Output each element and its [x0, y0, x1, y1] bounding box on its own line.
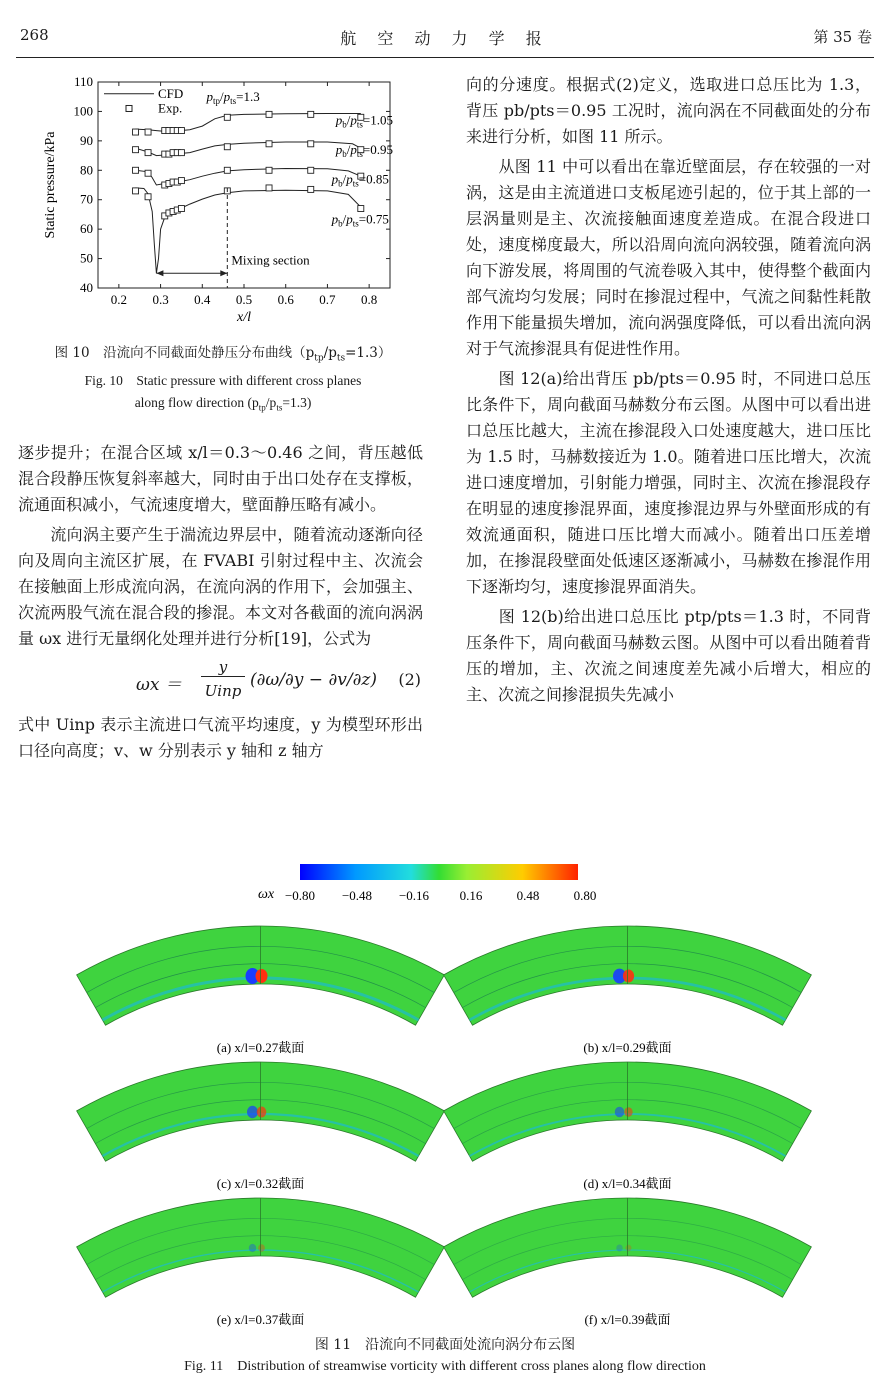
fig10-caption-en-line2: along flow direction $(p_{tp}/p_{ts}=1.3)$: [134, 394, 312, 413]
exp-point: [266, 141, 272, 147]
exp-point: [145, 170, 151, 176]
equation-number: (2): [398, 670, 421, 689]
y-tick-label: 80: [80, 162, 93, 178]
fig11-caption-en: Fig. 11 Distribution of streamwise vorticity with different cross planes along flow direction: [184, 1359, 706, 1374]
colorbar-ticks: [285, 888, 596, 903]
arrow-head-left: [156, 270, 163, 276]
contour-panels: [77, 926, 812, 1327]
contour-panel-d: [444, 1062, 812, 1191]
right-paragraph-2: 从图 11 中可以看出在靠近壁面层，存在较强的一对涡，这是由主流道进口支板尾迹引起的，位于其上部的一层涡量则是主、次流接触面速度差造成。在混合段进口处，速度梯度最大，所以沿周向流向涡较强，随着流向涡向下游发展，将周围的气流卷吸入其中，使得整个截面内部气流均匀发展；同时在掺混过程中，气流之间黏性耗散作用下能量损失增加，流向涡强度降低，可以看出流向涡对于气流掺混具有促进性作用。: [466, 157, 871, 358]
y-tick-label: 70: [80, 191, 93, 207]
colorbar-tick-label: −0.80: [284, 888, 316, 903]
negative-vortex: [249, 1244, 257, 1252]
x-tick-label: 0.2: [110, 292, 127, 307]
contour-panel-e: [77, 1198, 445, 1327]
exp-point: [133, 129, 139, 135]
left-paragraph-3: 式中 Uinp 表示主流进口气流平均速度，y 为模型环形出口径向高度；v、w 分别表示 y 轴和 z 轴方: [18, 715, 423, 760]
panel-label: (f) x/l=0.39截面: [584, 1312, 671, 1327]
x-tick-label: 0.3: [152, 292, 169, 307]
legend-cfd-label: CFD: [158, 85, 184, 101]
panel-label: (d) x/l=0.34截面: [583, 1176, 672, 1191]
fig10-caption-cn: 图 10 沿流向不同截面处静压分布曲线$(p_{tp}/p_{ts}=1.3)$: [54, 345, 392, 364]
x-tick-label: 0.5: [235, 292, 253, 307]
colorbar-tick-label: 0.48: [516, 888, 540, 903]
panel-label: (e) x/l=0.37截面: [216, 1312, 305, 1327]
exp-point: [308, 167, 314, 173]
left-column: [18, 440, 423, 764]
positive-vortex: [626, 1245, 632, 1252]
x-tick-label: 0.4: [194, 292, 211, 307]
positive-vortex: [624, 1107, 632, 1117]
legend: [104, 86, 183, 116]
fig11-vorticity-contours: [60, 860, 830, 1335]
panel-label: (c) x/l=0.32截面: [216, 1176, 305, 1191]
exp-point: [145, 129, 151, 135]
volume-label: 第 35 卷: [813, 28, 872, 46]
exp-point: [224, 114, 230, 120]
positive-vortex: [256, 969, 268, 983]
exp-point: [266, 167, 272, 173]
contour-panel-f: [444, 1198, 812, 1327]
y-tick-label: 50: [80, 250, 93, 266]
equation-denominator: Uinp: [204, 682, 242, 700]
exp-point: [145, 150, 151, 156]
y-tick-label: 100: [73, 103, 93, 119]
colorbar: [300, 864, 578, 880]
journal-title: 航 空 动 力 学 报: [340, 29, 550, 48]
exp-point: [308, 111, 314, 117]
equation-2: [18, 656, 423, 710]
equation-rhs: (∂ω/∂y − ∂v/∂z): [250, 670, 377, 690]
series-label-1: $p_b/p_{ts}=1.05$: [335, 112, 394, 130]
equation-lhs: ωx ＝: [136, 675, 182, 695]
legend-exp-marker: [126, 105, 132, 111]
colorbar-symbol: ωx: [258, 887, 275, 902]
y-tick-label: 90: [80, 132, 93, 148]
exp-point: [224, 167, 230, 173]
exp-point: [266, 111, 272, 117]
exp-point: [178, 150, 184, 156]
series-group: [133, 111, 364, 273]
exp-point: [133, 188, 139, 194]
fig10-static-pressure-chart: [40, 70, 430, 340]
negative-vortex: [247, 1106, 258, 1118]
exp-point: [266, 185, 272, 191]
panel-label: (a) x/l=0.27截面: [216, 1040, 305, 1055]
colorbar-tick-label: 0.16: [459, 888, 483, 903]
contour-panel-c: [77, 1062, 445, 1191]
right-paragraph-1: 向的分速度。根据式(2)定义，选取进口总压比为 1.3，背压 pb/pts＝0.95 工况时，流向涡在不同截面处的分布来进行分析，如图 11 所示。: [466, 75, 871, 146]
positive-vortex: [623, 970, 634, 983]
fig10-caption: [18, 342, 428, 418]
fig11-caption-cn: 图 11 沿流向不同截面处流向涡分布云图: [314, 1337, 576, 1353]
exp-point: [308, 141, 314, 147]
series-label-4: $p_b/p_{ts}=0.75$: [331, 211, 389, 229]
panel-label: (b) x/l=0.29截面: [583, 1040, 672, 1055]
exp-point: [178, 128, 184, 134]
fig10-caption-en-line1: Fig. 10 Static pressure with different cross planes: [84, 372, 362, 388]
colorbar-tick-label: −0.48: [341, 888, 373, 903]
left-paragraph-1: 逐步提升；在混合区域 x/l＝0.3～0.46 之间，背压越低混合段静压恢复斜率越大，同时由于出口处存在支撑板，流通面积减小，气流速度增大，壁面静压略有减小。: [18, 443, 423, 514]
right-paragraph-4: 图 12(b)给出进口总压比 ptp/pts＝1.3 时，不同背压条件下，周向截面马赫数云图。从图中可以看出随着背压的增加，主、次流之间速度差先减小后增大，相应的主、次流之间掺混损失先减小: [466, 607, 871, 704]
x-tick-label: 0.6: [277, 292, 294, 307]
y-tick-label: 110: [73, 74, 93, 89]
exp-point: [145, 194, 151, 200]
exp-point: [178, 178, 184, 184]
colorbar-tick-label: −0.16: [398, 888, 430, 903]
contour-panel-a: [77, 926, 445, 1055]
negative-vortex: [616, 1245, 623, 1252]
series-label-2: $p_b/p_{ts}=0.95$: [335, 142, 394, 160]
exp-point: [308, 186, 314, 192]
right-column: [466, 72, 871, 708]
x-tick-label: 0.8: [361, 292, 378, 307]
exp-point: [133, 147, 139, 153]
negative-vortex: [615, 1107, 625, 1118]
colorbar-tick-label: 0.80: [573, 888, 597, 903]
x-tick-label: 0.7: [319, 292, 336, 307]
positive-vortex: [257, 1107, 267, 1118]
right-paragraph-3: 图 12(a)给出背压 pb/pts＝0.95 时，不同进口总压比条件下，周向截面马赫数分布云图。从图中可以看出进口总压比越大，主流在掺混段入口处速度越大，进口压比为 1.5 时，马赫数接近为 1.0。随着进口压比增大，次流进口速度增加，引射能力增强，同时主、次流在掺混段存在明显的速度掺混界面，速度掺混边界与外壁面形成的有效流通面积，随进口压比增大而减小。随着出口压差增加，在掺混段壁面处低速区逐渐减小，马赫数在掺混作用下逐渐均匀，速度掺混界面消失。: [466, 369, 871, 596]
exp-point: [178, 206, 184, 212]
y-axis-label: Static pressure/kPa: [43, 131, 58, 239]
positive-vortex: [258, 1244, 265, 1252]
fig11-caption: [18, 1334, 872, 1378]
x-axis-label: x/l: [237, 310, 251, 325]
mixing-section-label: Mixing section: [231, 252, 310, 268]
equation-numerator: y: [201, 658, 245, 677]
exp-point: [224, 144, 230, 150]
series-label-3: $p_b/p_{ts}=0.85$: [331, 171, 389, 189]
page-number: 268: [20, 26, 49, 44]
annotation-ptp-pts: $p_{tp}/p_{ts}=1.3$: [206, 89, 260, 107]
arrow-head-right: [220, 270, 227, 276]
contour-panel-b: [444, 926, 812, 1055]
header-rule: [16, 57, 874, 58]
y-tick-label: 60: [80, 221, 93, 237]
exp-point: [133, 167, 139, 173]
legend-exp-label: Exp.: [158, 100, 183, 116]
left-paragraph-2: 流向涡主要产生于湍流边界层中，随着流动逐渐向径向及周向主流区扩展，在 FVABI 引射过程中主、次流会在接触面上形成流向涡，在流向涡的作用下，会加强主、次流两股气流在混合段的掺混。本文对各截面的流向涡涡量 ωx 进行无量纲化处理并进行分析[19]，公式为: [18, 525, 423, 648]
y-tick-label: 40: [80, 280, 93, 295]
page-header: [0, 0, 890, 58]
